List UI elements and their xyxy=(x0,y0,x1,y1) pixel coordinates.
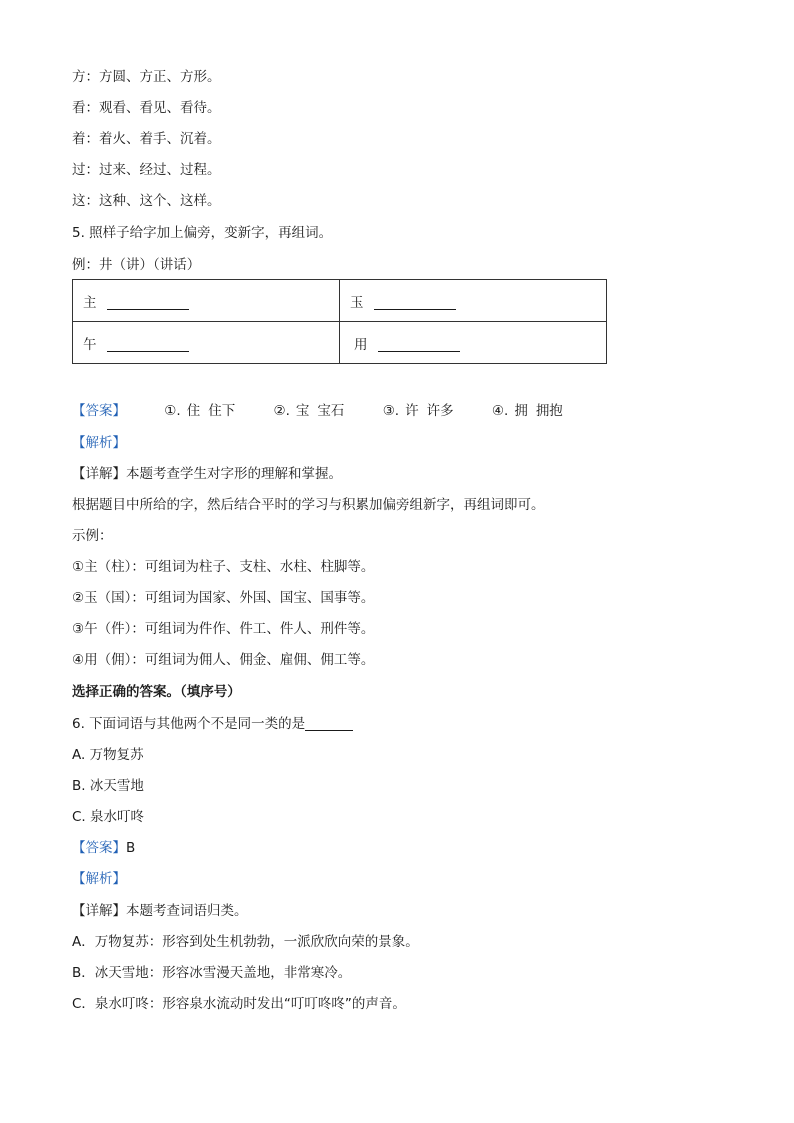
explanation-c: C．泉水叮咚：形容泉水流动时发出“叮叮咚咚”的声音。 xyxy=(72,996,406,1012)
table-cell xyxy=(73,280,340,322)
analysis-paragraph: 示例： xyxy=(72,528,113,544)
answer-blank[interactable] xyxy=(305,716,353,731)
detail-line xyxy=(72,465,342,483)
answer-number: ③. xyxy=(382,403,400,419)
answer-word: 宝石 xyxy=(317,403,345,419)
table-row xyxy=(73,280,607,322)
fill-in-table xyxy=(72,279,607,364)
option-c: C. 泉水叮咚 xyxy=(72,809,145,825)
explanation-b: B．冰天雪地：形容冰雪漫天盖地，非常寒冷。 xyxy=(72,965,352,981)
answer-word: 许多 xyxy=(426,403,454,419)
word-group-line: 过：过来、经过、过程。 xyxy=(72,162,221,178)
q6-answer-line xyxy=(72,839,135,857)
answer-item xyxy=(274,402,345,420)
question-5-text: 5. 照样子给字加上偏旁，变新字，再组词。 xyxy=(72,225,333,241)
detail-text: 本题考查学生对字形的理解和掌握。 xyxy=(126,466,342,482)
answer-char: 宝 xyxy=(295,403,310,419)
option-b: B. 冰天雪地 xyxy=(72,778,144,794)
answer-item xyxy=(164,402,235,420)
option-a: A. 万物复苏 xyxy=(72,747,144,763)
word-group-line: 这：这种、这个、这样。 xyxy=(72,193,221,209)
word-group-line: 着：着火、着手、沉着。 xyxy=(72,131,221,147)
section-title: 选择正确的答案。（填序号） xyxy=(72,684,241,700)
answer-number: ②. xyxy=(273,403,290,419)
question-6-line xyxy=(72,715,353,733)
answer-label: 【答案】 xyxy=(72,840,126,856)
answer-number: ①. xyxy=(164,403,181,419)
detail-label: 【详解】 xyxy=(72,903,126,919)
word-group-line: 看：观看、看见、看待。 xyxy=(72,100,221,116)
analysis-example: ①主（柱）：可组词为柱子、支柱、水柱、柱脚等。 xyxy=(72,559,375,575)
table-row xyxy=(73,322,607,364)
table-cell xyxy=(340,280,607,322)
answer-char: 住 xyxy=(186,403,201,419)
analysis-example: ④用（佣）：可组词为佣人、佣金、雇佣、佣工等。 xyxy=(72,652,375,668)
analysis-example: ②玉（国）：可组词为国家、外国、国宝、国事等。 xyxy=(72,590,375,606)
base-character: 午 xyxy=(83,336,97,353)
analysis-label: 【解析】 xyxy=(72,435,126,451)
table-cell xyxy=(73,322,340,364)
answer-char: 许 xyxy=(405,403,419,419)
question-6-text: 6. 下面词语与其他两个不是同一类的是 xyxy=(72,716,306,732)
base-character: 玉 xyxy=(350,294,364,311)
answer-char: 拥 xyxy=(514,403,528,419)
analysis-paragraph: 根据题目中所给的字，然后结合平时的学习与积累加偏旁组新字，再组词即可。 xyxy=(72,497,545,513)
detail-text: 本题考查词语归类。 xyxy=(126,903,248,919)
q5-answer-row xyxy=(72,402,563,420)
answer-blank[interactable] xyxy=(107,337,189,352)
answer-blank[interactable] xyxy=(374,295,456,310)
answer-item xyxy=(383,402,454,420)
analysis-example: ③午（件）：可组词为件作、件工、件人、刑件等。 xyxy=(72,621,375,637)
detail-line xyxy=(72,902,248,920)
explanation-a: A．万物复苏：形容到处生机勃勃，一派欣欣向荣的景象。 xyxy=(72,934,419,950)
detail-label: 【详解】 xyxy=(72,466,126,482)
word-group-line: 方：方圆、方正、方形。 xyxy=(72,69,221,85)
answer-item xyxy=(492,402,563,420)
answer-value: B xyxy=(126,840,136,856)
answer-word: 拥抱 xyxy=(535,403,563,419)
base-character: 主 xyxy=(83,294,97,311)
base-character: 用 xyxy=(354,336,368,353)
answer-word: 住下 xyxy=(208,403,236,419)
answer-blank[interactable] xyxy=(107,295,189,310)
table-cell xyxy=(340,322,607,364)
answer-blank[interactable] xyxy=(378,337,460,352)
answer-label: 【答案】 xyxy=(72,403,126,419)
analysis-label: 【解析】 xyxy=(72,871,126,887)
question-5-example: 例：井（讲）（讲话） xyxy=(72,257,201,273)
answer-number: ④. xyxy=(491,403,509,419)
